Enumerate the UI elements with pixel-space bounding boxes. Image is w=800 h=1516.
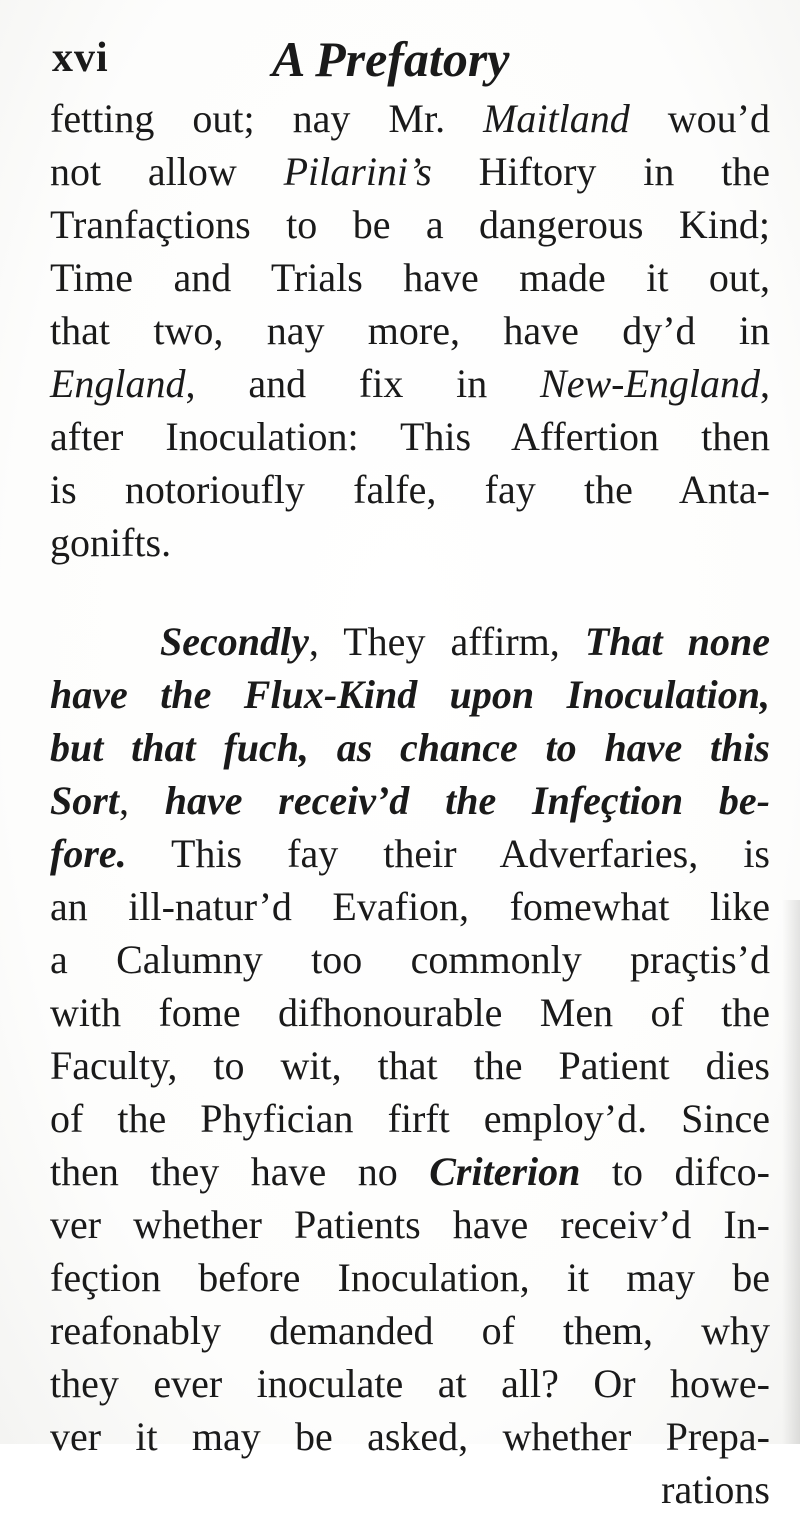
text-span: , They affirm, [308, 619, 585, 664]
page-edge-shadow [782, 900, 800, 1444]
italic-name: Maitland [483, 96, 630, 141]
text-line [50, 774, 770, 827]
running-title: A Prefatory [272, 31, 510, 87]
italic-word: Sort [50, 778, 119, 823]
italic-phrase: have receiv’d the Infeçtion be- [164, 778, 770, 823]
italic-place: England [50, 361, 186, 406]
italic-name: Pilarini’s [283, 149, 432, 194]
text-line: an ill-natur’d Evafion, fomewhat like [50, 884, 770, 929]
text-line: they ever inoculate at all? Or howe- [50, 1361, 770, 1406]
text-line [50, 145, 770, 198]
text-span: , and fix in [185, 361, 541, 406]
body-text [50, 92, 770, 1516]
italic-word: fore. [50, 831, 127, 876]
text-line [50, 1145, 770, 1198]
text-line: but that fuch, as chance to have this [50, 725, 770, 770]
catchword: rations [661, 1467, 770, 1512]
text-line: have the Flux-Kind upon Inoculation, [50, 672, 770, 717]
paragraph-1 [50, 92, 770, 569]
page-number: xvi [52, 35, 109, 81]
italic-word: Secondly [160, 619, 309, 664]
italic-word: Criterion [429, 1149, 581, 1194]
page-header [52, 28, 760, 88]
text-line: after Inoculation: This Affertion then [50, 414, 770, 459]
text-line: ver whether Patients have receiv’d In- [50, 1202, 770, 1247]
text-line: ver it may be asked, whether Prepa- [50, 1414, 770, 1459]
text-line: a Calumny too commonly praçtis’d [50, 937, 770, 982]
text-line: reafonably demanded of them, why [50, 1308, 770, 1353]
text-span: , [118, 778, 165, 823]
text-line: is notorioufly falfe, fay the Anta- [50, 467, 770, 512]
text-span: then they have no [50, 1149, 430, 1194]
text-span: , [760, 361, 770, 406]
italic-phrase: That none [584, 619, 770, 664]
text-line [50, 357, 770, 410]
text-line [50, 615, 770, 668]
text-line: that two, nay more, have dy’d in [50, 308, 770, 353]
paragraph-gap [50, 569, 770, 615]
text-line [50, 827, 770, 880]
text-line [50, 92, 770, 145]
text-line: with fome difhonourable Men of the [50, 990, 770, 1035]
text-line: Tranfaçtions to be a dangerous Kind; [50, 202, 770, 247]
text-span: This fay their Adverfaries, is [126, 831, 770, 876]
text-span: not allow [50, 149, 284, 194]
text-span: to difco- [580, 1149, 771, 1194]
text-line: gonifts. [50, 520, 172, 565]
text-span: wou’d [629, 96, 770, 141]
text-span: Hiftory in the [431, 149, 771, 194]
text-line: feçtion before Inoculation, it may be [50, 1255, 770, 1300]
text-line: of the Phyfician firft employ’d. Since [50, 1096, 770, 1141]
text-span: fetting out; nay Mr. [50, 96, 484, 141]
text-line: Time and Trials have made it out, [50, 255, 770, 300]
text-line: Faculty, to wit, that the Patient dies [50, 1043, 770, 1088]
paragraph-2 [50, 615, 770, 1516]
italic-place: New-England [540, 361, 760, 406]
